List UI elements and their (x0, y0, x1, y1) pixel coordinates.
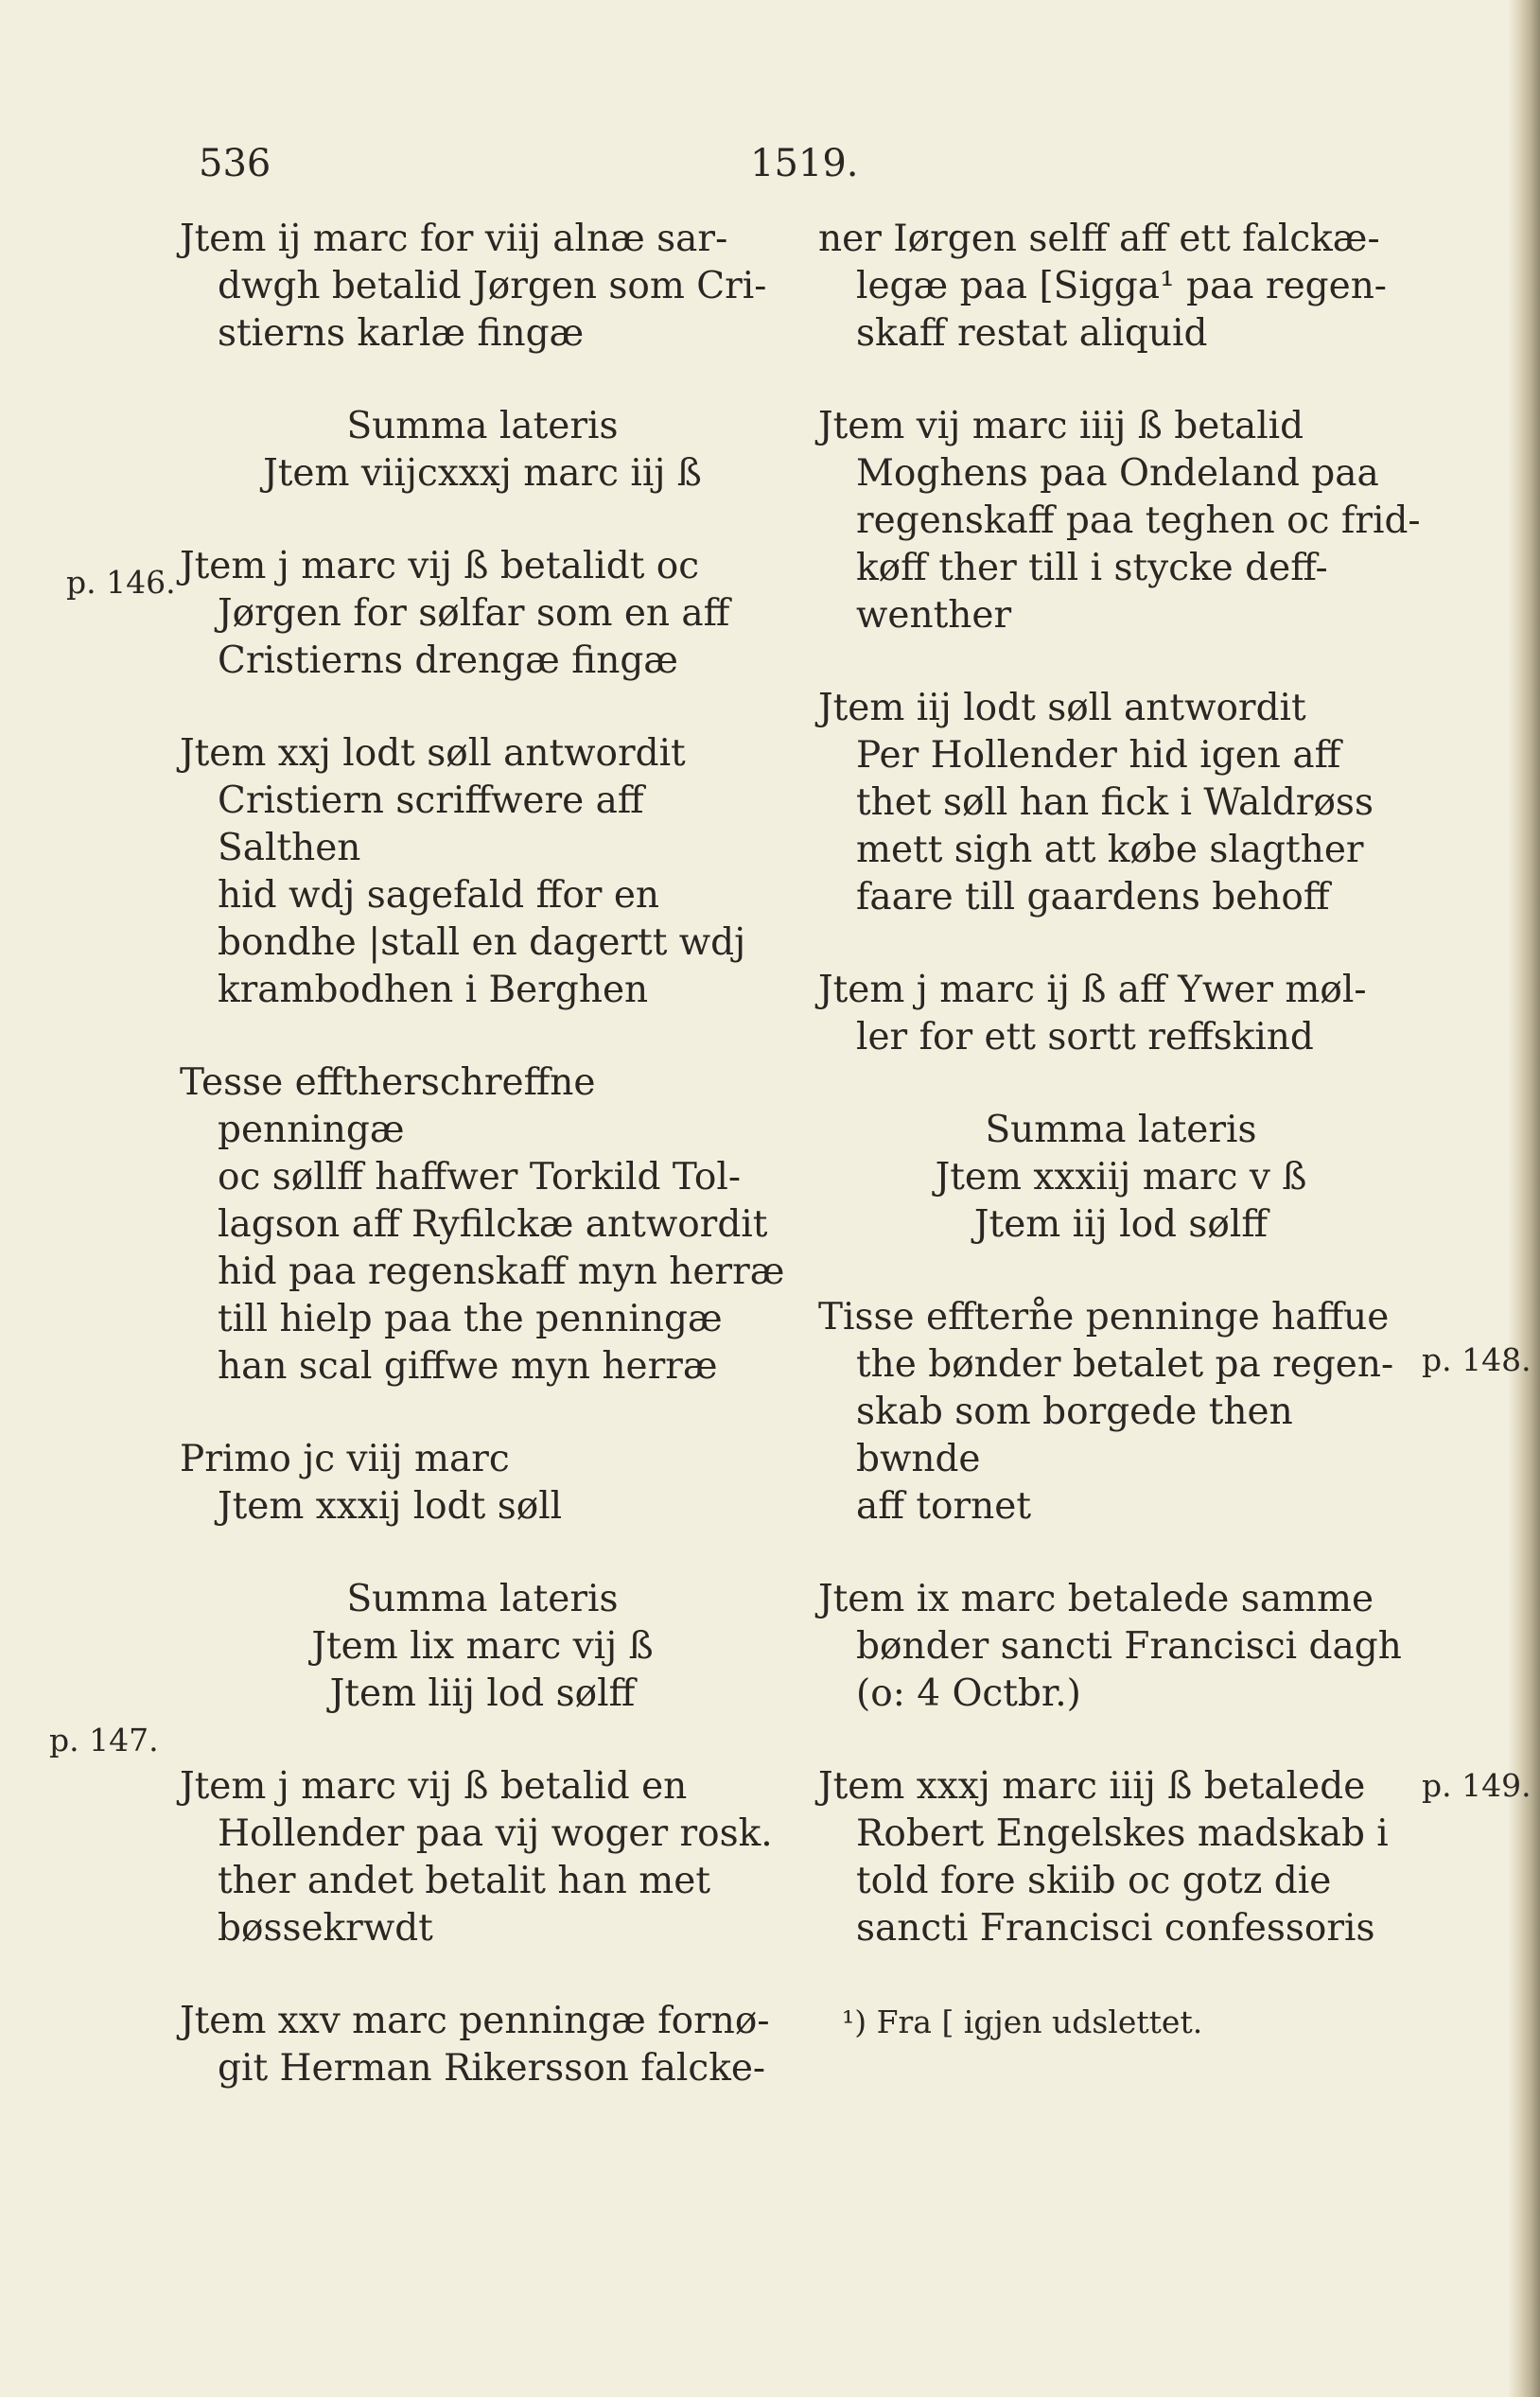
margin-note-p148: p. 148. (1422, 1341, 1531, 1378)
margin-note-p149: p. 149. (1422, 1767, 1531, 1804)
entry-left-7: Jtem xxv marc penningæ fornø- git Herman Rikersson falcke- (180, 2000, 770, 2090)
summa-lateris-left-1: Summa lateris Jtem viijcxxxj marc iij ß (263, 405, 702, 495)
left-column (180, 216, 785, 2138)
page-number: 536 (199, 142, 271, 185)
entry-left-6: Jtem j marc vij ß betalid en Hollender paa vij woger rosk. ther andet betalit han met bøssekrwdt (180, 1765, 773, 1950)
summa-lateris-right: Summa lateris Jtem xxxiij marc v ß Jtem iij lod sølff (935, 1109, 1307, 1246)
entry-right-1: ner Iørgen selff aff ett falckæ- legæ paa [Sigga¹ paa regen- skaff restat aliquid (818, 218, 1387, 355)
entry-right-4: Jtem j marc ij ß aff Ywer møl- ler for ett sortt reffskind (818, 969, 1367, 1059)
margin-note-p147: p. 147. (49, 1722, 159, 1758)
entry-left-1: Jtem ij marc for viij alnæ sar- dwgh betalid Jørgen som Cri- stierns karlæ fingæ (180, 218, 767, 355)
page-edge-shadow (1508, 0, 1540, 2397)
margin-note-p146: p. 146. (66, 564, 176, 601)
entry-left-4: Tesse efftherschreffne penningæ oc søllff haffwer Torkild Tol- lagson aff Ryfilckæ antwordit hid paa regenskaff myn herræ till hielp paa the penningæ han scal giffwe myn herræ (180, 1061, 785, 1388)
footnote-mark: ¹) (842, 2003, 867, 2040)
running-header-year: 1519. (750, 142, 859, 185)
entry-right-3: Jtem iij lodt søll antwordit Per Hollender hid igen aff thet søll han fick i Waldrøss mett sigh att købe slagther faare till gaardens behoff (818, 687, 1374, 919)
entry-left-5: Primo jc viij marc Jtem xxxij lodt søll (180, 1438, 563, 1528)
entry-right-7: Jtem xxxj marc iiij ß betalede Robert Engelskes madskab i told fore skiib oc gotz die sancti Francisci confessoris (818, 1765, 1389, 1950)
entry-right-6: Jtem ix marc betalede samme bønder sancti Francisci dagh (o: 4 Octbr.) (818, 1578, 1402, 1715)
right-column (818, 216, 1424, 1998)
footnote (842, 2003, 1202, 2041)
summa-lateris-left-2: Summa lateris Jtem lix marc vij ß Jtem liij lod sølff (311, 1578, 654, 1715)
entry-right-2: Jtem vij marc iiij ß betalid Moghens paa Ondeland paa regenskaff paa teghen oc frid- køff ther till i stycke deff- wenther (818, 405, 1421, 637)
entry-left-2: Jtem j marc vij ß betalidt oc Jørgen for sølfar som en aff Cristierns drengæ fingæ (180, 545, 730, 682)
entry-right-5: Tisse efftern̊e penninge haffue the bønder betalet pa regen- skab som borgede then bwnde aff tornet (818, 1296, 1394, 1528)
entry-left-3: Jtem xxj lodt søll antwordit Cristiern scriffwere aff Salthen hid wdj sagefald ffor en bondhe |stall en dagertt wdj krambodhen i Berghen (180, 732, 746, 1011)
footnote-text: Fra [ igjen udslettet. (876, 2003, 1203, 2040)
